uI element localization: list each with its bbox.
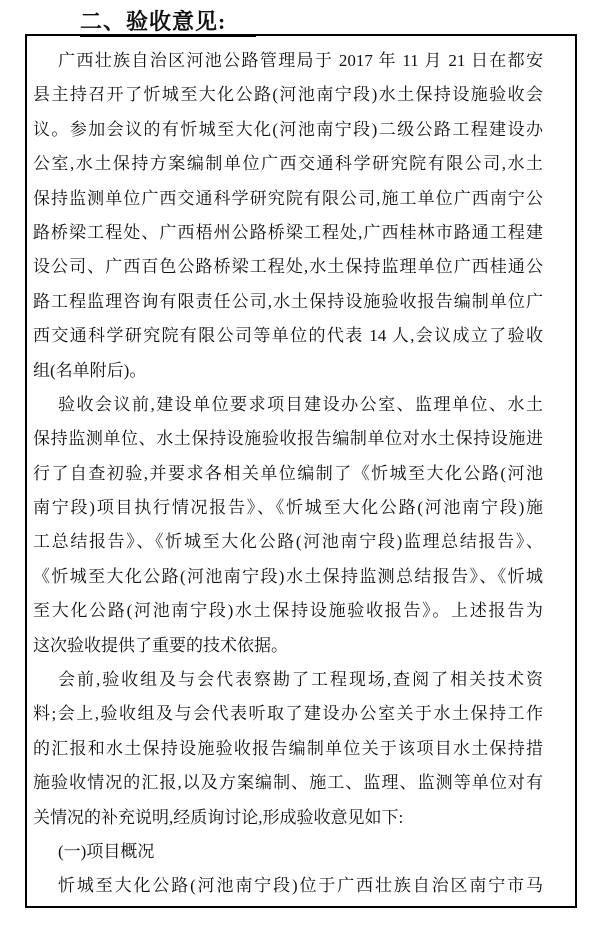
text-line: 县主持召开了忻城至大化公路(河池南宁段)水土保持设施验收会	[33, 85, 543, 105]
text-line: 施验收情况的汇报,以及方案编制、施工、监理、监测等单位对有	[33, 773, 543, 793]
text-line: 忻城至大化公路(河池南宁段)位于广西壮族自治区南宁市马	[58, 876, 543, 896]
text-line: 料;会上,验收组及与会代表听取了建设办公室关于水土保持工作	[33, 704, 543, 724]
text-line: 这次验收提供了重要的技术依据。	[33, 635, 288, 655]
text-line: 组(名单附后)。	[33, 360, 147, 380]
text-line: 验收会议前,建设单位要求项目建设办公室、监理单位、水土	[58, 394, 543, 414]
text-line: 西交通科学研究院有限公司等单位的代表 14 人,会议成立了验收	[33, 326, 543, 346]
text-line: 会前,验收组及与会代表察勘了工程现场,查阅了相关技术资	[58, 670, 543, 690]
text-line: 至大化公路(河池南宁段)水土保持设施验收报告》。上述报告为	[33, 601, 543, 621]
text-line: (一)项目概况	[58, 841, 155, 861]
text-line: 南宁段)项目执行情况报告》、《忻城至大化公路(河池南宁段)施	[33, 498, 543, 518]
text-line: 设公司、广西百色公路桥梁工程处,水土保持监理单位广西桂通公	[33, 257, 543, 277]
section-heading-text: 二、验收意见:	[80, 10, 256, 37]
text-line: 保持监测单位、水土保持设施验收报告编制单位对水土保持设施进	[33, 429, 543, 449]
text-line: 的汇报和水土保持设施验收报告编制单位关于该项目水土保持措	[33, 738, 543, 758]
content-box	[25, 34, 577, 908]
text-line: 路桥梁工程处、广西梧州公路桥梁工程处,广西桂林市路通工程建	[33, 222, 543, 242]
text-line: 工总结报告》、《忻城至大化公路(河池南宁段)监理总结报告》、	[33, 532, 543, 552]
section-heading	[80, 10, 600, 34]
text-line: 路工程监理咨询有限责任公司,水土保持设施验收报告编制单位广	[33, 291, 543, 311]
text-line: 议。参加会议的有忻城至大化(河池南宁段)二级公路工程建设办	[33, 119, 543, 139]
text-line: 《忻城至大化公路(河池南宁段)水土保持监测总结报告》、《忻城	[33, 566, 543, 586]
text-line: 行了自查初验,并要求各相关单位编制了《忻城至大化公路(河池	[33, 463, 543, 483]
text-line: 保持监测单位广西交通科学研究院有限公司,施工单位广西南宁公	[33, 188, 543, 208]
text-line: 公室,水土保持方案编制单位广西交通科学研究院有限公司,水土	[33, 154, 543, 174]
text-line: 关情况的补充说明,经质询讨论,形成验收意见如下:	[33, 807, 404, 827]
text-line: 广西壮族自治区河池公路管理局于 2017 年 11 月 21 日在都安	[58, 51, 543, 70]
